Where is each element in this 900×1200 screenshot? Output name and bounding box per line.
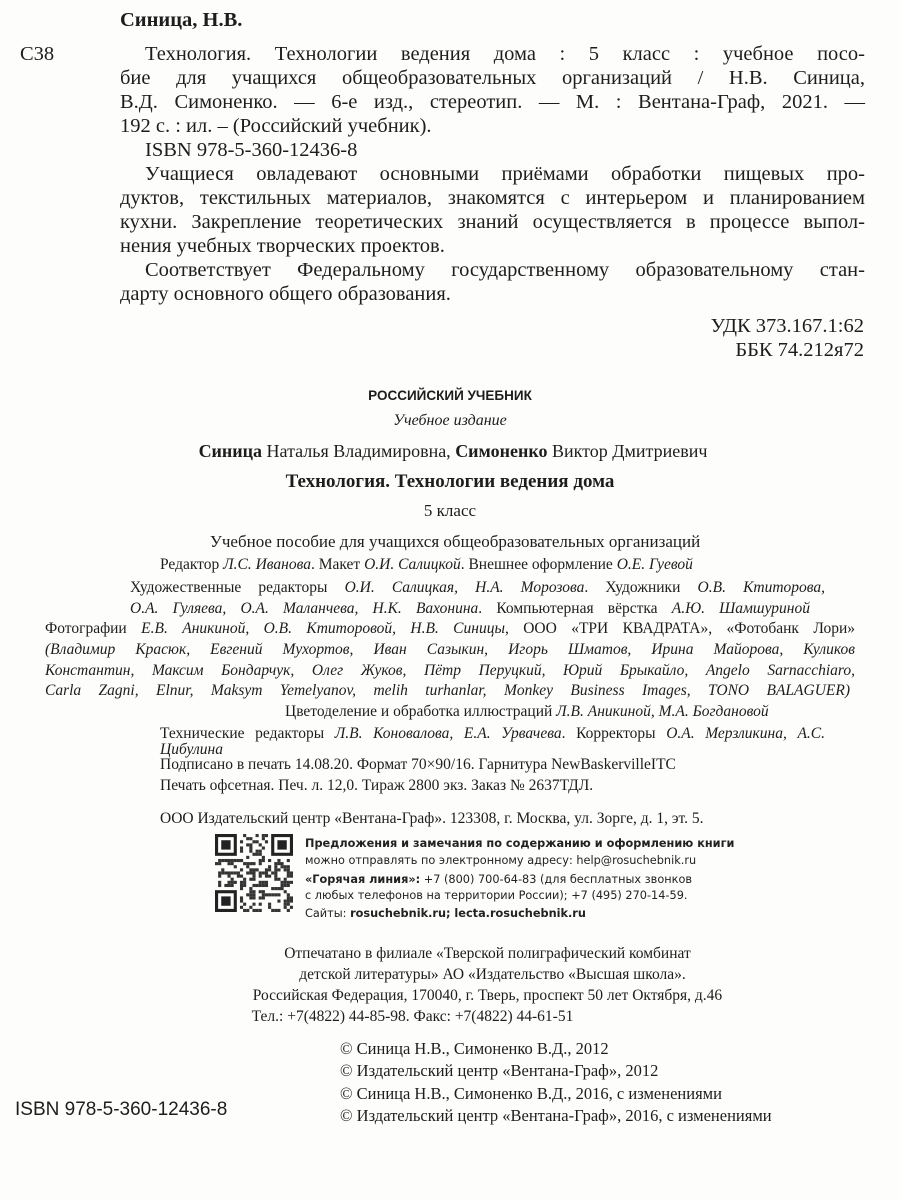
printer-line: Тел.: +7(4822) 44-85-98. Факс: +7(4822) 44-61-51 bbox=[251, 1008, 574, 1025]
authors-line bbox=[0, 442, 900, 460]
udk: УДК 373.167.1:62 bbox=[710, 315, 864, 337]
text-segment: Фотографии bbox=[45, 620, 142, 637]
text-segment: (Владимир Красюк, Евгений Мухортов, Иван Сазыкин, Игорь Шматов, Ирина Майорова, Куликов bbox=[45, 641, 855, 658]
print-info-line: Печать офсетная. Печ. л. 12,0. Тираж 2800 экз. Заказ № 2637ТДЛ. bbox=[160, 777, 594, 794]
copyright-line: © Синица Н.В., Симоненко В.Д., 2016, с изменениями bbox=[340, 1084, 722, 1103]
credits-line bbox=[45, 621, 855, 637]
text-segment: Художественные редакторы bbox=[130, 579, 345, 596]
text-segment: Виктор Дмитриевич bbox=[547, 441, 708, 461]
printer-line: детской литературы» АО «Издательство «Высшая школа». bbox=[299, 966, 686, 983]
credits-line bbox=[285, 704, 769, 720]
text-segment: О.А. Гуляева, О.А. Маланчева, Н.К. Вахонина bbox=[130, 600, 479, 617]
printer-line: Российская Федерация, 170040, г. Тверь, проспект 50 лет Октября, д.46 bbox=[252, 987, 723, 1004]
text-segment: . Макет bbox=[310, 556, 365, 573]
credits-line bbox=[160, 557, 693, 573]
annotation-line: кухни. Закрепление теоретических знаний осуществляется в процессе выпол- bbox=[120, 211, 865, 233]
hotline-line bbox=[305, 874, 692, 885]
credits-line bbox=[45, 663, 855, 679]
text-segment: О.И. Салицкой bbox=[364, 556, 461, 573]
text-segment: Константин, Максим Бондарчук, Олег Жуков, Пётр Перуцкий, Юрий Брыкайло, Angelo Sarnacchiaro, bbox=[45, 662, 855, 679]
contact-heading: Предложения и замечания по содержанию и оформлению книги bbox=[305, 837, 735, 850]
isbn: ISBN 978-5-360-12436-8 bbox=[145, 139, 358, 161]
text-segment: Технические редакторы bbox=[160, 725, 335, 742]
book-title: Технология. Технологии ведения дома bbox=[285, 471, 615, 492]
text-segment: О.А. Мерзликина, А.С. Цибулина bbox=[160, 725, 825, 758]
text-segment: , ООО «ТРИ КВАДРАТА», «Фотобанк Лори» bbox=[504, 620, 856, 637]
description-line: бие для учащихся общеобразовательных организаций / Н.В. Синица, bbox=[120, 67, 865, 89]
credits-line bbox=[45, 683, 850, 699]
text-segment: О.В. Ктиторова, bbox=[697, 579, 826, 596]
publisher-address: ООО Издательский центр «Вентана-Граф». 123308, г. Москва, ул. Зорге, д. 1, эт. 5. bbox=[160, 810, 704, 827]
print-info-line: Подписано в печать 14.08.20. Формат 70×90/16. Гарнитура NewBaskervilleITC bbox=[160, 756, 676, 773]
text-segment: А.Ю. Шамшуриной bbox=[671, 600, 810, 617]
description-line: Технология. Технологии ведения дома : 5 класс : учебное посо- bbox=[145, 43, 865, 65]
hotline-text: +7 (800) 700-64-83 (для бесплатных звонков bbox=[420, 873, 693, 886]
hotline-line-2: с любых телефонов на территории России); +7 (495) 270-14-59. bbox=[305, 889, 688, 902]
text-segment: Carla Zagni, Elnur, Maksym Yemelyanov, melih turhanlar, Monkey Business Images, TONO BALAGUER) bbox=[45, 682, 850, 699]
copyright-line: © Синица Н.В., Симоненко В.Д., 2012 bbox=[340, 1039, 609, 1058]
text-segment: Редактор bbox=[160, 556, 224, 573]
series-name: РОССИЙСКИЙ УЧЕБНИК bbox=[368, 388, 532, 403]
hotline-label: «Горячая линия»: bbox=[305, 873, 421, 886]
text-segment: О.И. Салицкая, Н.А. Морозова bbox=[344, 579, 585, 596]
sites-links[interactable]: rosuchebnik.ru; lecta.rosuchebnik.ru bbox=[350, 907, 586, 920]
annotation-line: дарту основного общего образования. bbox=[120, 283, 451, 305]
text-segment: . Компьютерная вёрстка bbox=[478, 600, 672, 617]
annotation-line: Учащиеся овладевают основными приёмами обработки пищевых про- bbox=[145, 163, 865, 185]
text-segment: Наталья Владимировна, bbox=[262, 441, 456, 461]
sites-line bbox=[305, 908, 586, 919]
edition-type: Учебное издание bbox=[393, 412, 507, 429]
copyright-line: © Издательский центр «Вентана-Граф», 2012 bbox=[340, 1061, 659, 1080]
description-line: В.Д. Симоненко. — 6-е изд., стереотип. — М. : Вентана-Граф, 2021. — bbox=[120, 91, 865, 113]
author-heading: Синица, Н.В. bbox=[120, 9, 243, 31]
bbk: ББК 74.212я72 bbox=[735, 339, 864, 361]
text-segment: О.Е. Гуевой bbox=[616, 556, 693, 573]
book-subtitle: Учебное пособие для учащихся общеобразовательных организаций bbox=[209, 532, 701, 551]
annotation-line: дуктов, текстильных материалов, знакомятся с интерьером и планированием bbox=[120, 187, 865, 209]
copyright-line: © Издательский центр «Вентана-Граф», 2016, с изменениями bbox=[340, 1106, 772, 1125]
text-segment: Цветоделение и обработка иллюстраций bbox=[285, 703, 557, 720]
credits-line bbox=[130, 580, 825, 596]
text-segment: . Корректоры bbox=[561, 725, 667, 742]
text-segment: Л.В. Коновалова, Е.А. Урвачева bbox=[334, 725, 562, 742]
text-segment: . Внешнее оформление bbox=[460, 556, 617, 573]
text-segment: Симоненко bbox=[455, 441, 548, 461]
annotation-line: Соответствует Федеральному государственному образовательному стан- bbox=[145, 259, 865, 281]
text-segment: Л.С. Иванова bbox=[223, 556, 311, 573]
qr-code-icon bbox=[215, 834, 293, 912]
isbn-bottom: ISBN 978-5-360-12436-8 bbox=[15, 1099, 228, 1120]
credits-line bbox=[130, 601, 810, 617]
catalog-code: С38 bbox=[20, 43, 55, 65]
credits-line bbox=[45, 642, 855, 658]
grade: 5 класс bbox=[423, 501, 477, 520]
description-line: 192 с. : ил. – (Российский учебник). bbox=[120, 115, 432, 137]
text-segment: . Художники bbox=[584, 579, 698, 596]
printer-line: Отпечатано в филиале «Тверской полиграфический комбинат bbox=[284, 945, 691, 962]
contact-email-line: можно отправлять по электронному адресу: help@rosuchebnik.ru bbox=[305, 854, 697, 867]
annotation-line: нения учебных творческих проектов. bbox=[120, 235, 445, 257]
text-segment: Л.В. Аникиной, М.А. Богдановой bbox=[556, 703, 769, 720]
sites-label: Сайты: bbox=[305, 907, 351, 920]
credits-line bbox=[160, 726, 825, 757]
text-segment: Е.В. Аникиной, О.В. Ктиторовой, Н.В. Синицы bbox=[141, 620, 505, 637]
text-segment: Синица bbox=[198, 441, 263, 461]
